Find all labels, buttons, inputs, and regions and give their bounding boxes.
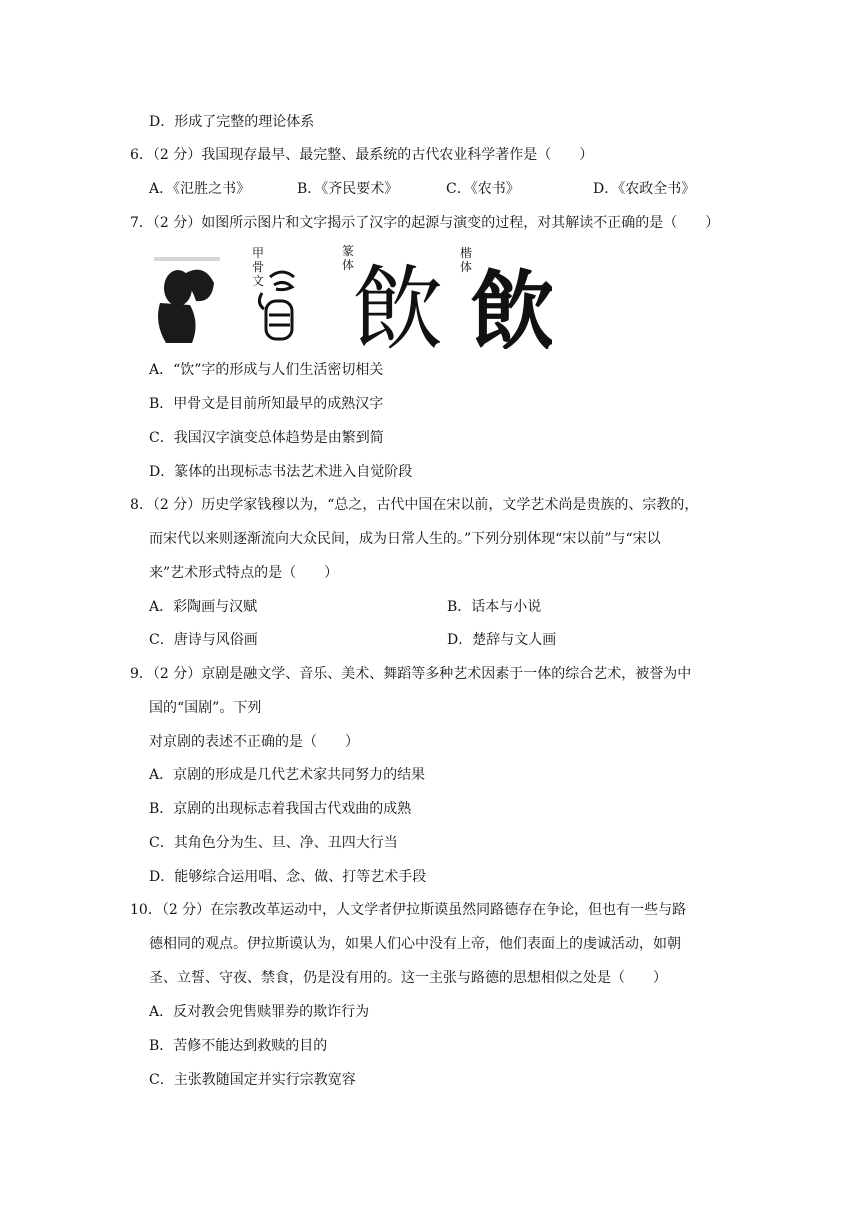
question-9-stem-line3: 对京剧的表述不正确的是（ ） — [149, 734, 359, 750]
question-7-stem: 7．（2 分）如图所示图片和文字揭示了汉字的起源与演变的过程，对其解读不正确的是（ ） — [130, 215, 720, 231]
question-8-stem-line2: 而宋代以来则逐渐流向大众民间，成为日常人生的。”下列分别体现“宋以前”与“宋以 — [149, 531, 661, 547]
question-9-stem-line1: 9．（2 分）京剧是融文学、音乐、美术、舞蹈等多种艺术因素于一体的综合艺术，被誉为中 — [130, 666, 692, 682]
q10-option-c: C．主张教随国定并实行宗教宽容 — [149, 1072, 356, 1088]
hanzi-evolution-figure — [152, 243, 552, 349]
question-10-stem-line1: 10．（2 分）在宗教改革运动中，人文学者伊拉斯谟虽然同路德存在争论，但也有一些与路 — [130, 902, 687, 918]
q10-option-b: B．苦修不能达到救赎的目的 — [149, 1038, 328, 1054]
q7-option-a: A．“饮”字的形成与人们生活密切相关 — [149, 362, 384, 378]
q5-option-d: D．形成了完整的理论体系 — [149, 114, 315, 130]
q8-option-b: B．话本与小说 — [447, 599, 542, 615]
q7-option-d: D．篆体的出现标志书法艺术进入自觉阶段 — [149, 464, 413, 480]
q7-option-c: C．我国汉字演变总体趋势是由繁到简 — [149, 430, 384, 446]
q9-option-a: A．京剧的形成是几代艺术家共同努力的结果 — [149, 767, 426, 783]
question-6-stem: 6．（2 分）我国现存最早、最完整、最系统的古代农业科学著作是（ ） — [130, 147, 594, 163]
question-8-stem-line1: 8．（2 分）历史学家钱穆以为，“总之，古代中国在宋以前，文学艺术尚是贵族的、宗教的， — [130, 497, 699, 513]
q7-option-b: B．甲骨文是目前所知最早的成熟汉字 — [149, 396, 384, 412]
q6-option-b: B．《齐民要术》 — [297, 181, 399, 197]
q6-option-c: C．《农书》 — [446, 181, 520, 197]
question-9-stem-line2: 国的“国剧”。下列 — [149, 700, 262, 716]
question-10-stem-line2: 德相同的观点。伊拉斯谟认为，如果人们心中没有上帝，他们表面上的虔诚活动，如朝 — [149, 936, 681, 952]
question-8-stem-line3: 来”艺术形式特点的是（ ） — [149, 565, 339, 581]
jiaguwen-glyph — [259, 272, 294, 339]
label-zhuanti: 篆体 — [342, 244, 355, 272]
pictograph-image — [154, 257, 220, 343]
q6-option-d: D．《农政全书》 — [593, 181, 696, 197]
q9-option-b: B．京剧的出现标志着我国古代戏曲的成熟 — [149, 801, 412, 817]
q8-option-d: D．楚辞与文人画 — [447, 632, 557, 648]
zhuanti-glyph: 飲 — [352, 256, 445, 349]
q6-option-a: A．《氾胜之书》 — [149, 181, 251, 197]
q9-option-c: C．其角色分为生、旦、净、丑四大行当 — [149, 835, 398, 851]
q8-option-c: C．唐诗与风俗画 — [149, 632, 258, 648]
q8-option-a: A．彩陶画与汉赋 — [149, 599, 258, 615]
q10-option-a: A．反对教会兜售赎罪券的欺诈行为 — [149, 1004, 370, 1020]
question-10-stem-line3: 圣、立誓、守夜、禁食，仍是没有用的。这一主张与路德的思想相似之处是（ ） — [149, 970, 667, 986]
label-kaiti: 楷体 — [460, 246, 473, 274]
label-jiaguwen: 甲骨文 — [252, 246, 265, 288]
q9-option-d: D．能够综合运用唱、念、做、打等艺术手段 — [149, 869, 427, 885]
kaiti-glyph: 飲 — [470, 262, 552, 349]
